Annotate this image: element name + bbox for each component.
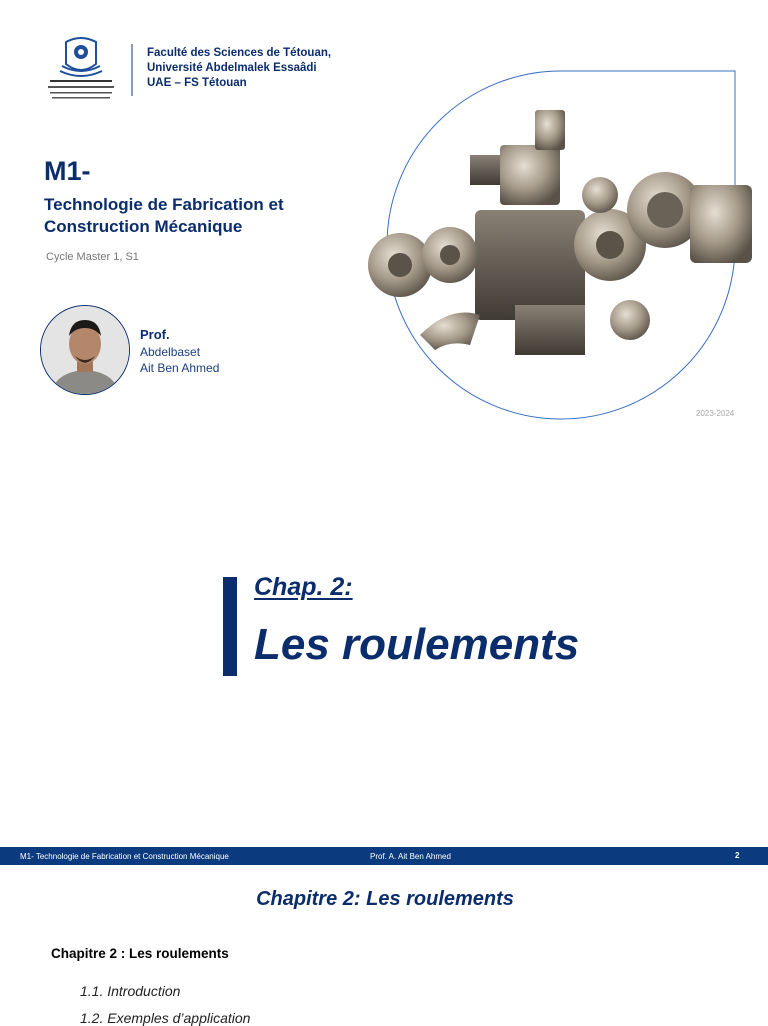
chapter-title: Les roulements [254,620,580,669]
course-title-line-2: Construction Mécanique [44,217,243,236]
chapter-label: Chap. 2: [254,573,353,601]
chapter-accent-bar [223,577,237,676]
course-title-line-1: Technologie de Fabrication et [44,195,284,214]
slide-title: Chapitre 2: Les roulements [256,888,514,910]
institution-line-2: Université Abdelmalek Essaâdi [147,62,317,74]
professor-label: Prof. [140,327,170,342]
course-title [44,194,344,238]
institution-line-1: Faculté des Sciences de Tétouan, [147,47,332,59]
exploded-engine-image [360,95,760,375]
footer-professor: Prof. A. Ait Ben Ahmed [370,852,451,861]
professor-avatar [40,305,130,395]
toc-item: 1.2. Exemples d’application [80,1010,251,1026]
professor-last-name: Ait Ben Ahmed [140,361,220,375]
institution-name [147,46,377,91]
logo-divider [131,44,133,96]
institution-line-3: UAE – FS Tétouan [147,77,247,89]
toc-heading: Chapitre 2 : Les roulements [51,946,229,961]
toc-item: 1.1. Introduction [80,983,181,999]
slide-footer-bar [0,847,768,865]
footer-course: M1- Technologie de Fabrication et Construction Mécanique [20,852,229,861]
university-logo [44,36,118,102]
professor-first-name: Abdelbaset [140,345,201,359]
cycle-label: Cycle Master 1, S1 [46,251,139,263]
academic-year: 2023-2024 [696,409,735,418]
page-number: 2 [735,851,740,860]
course-code: M1- [44,156,91,186]
